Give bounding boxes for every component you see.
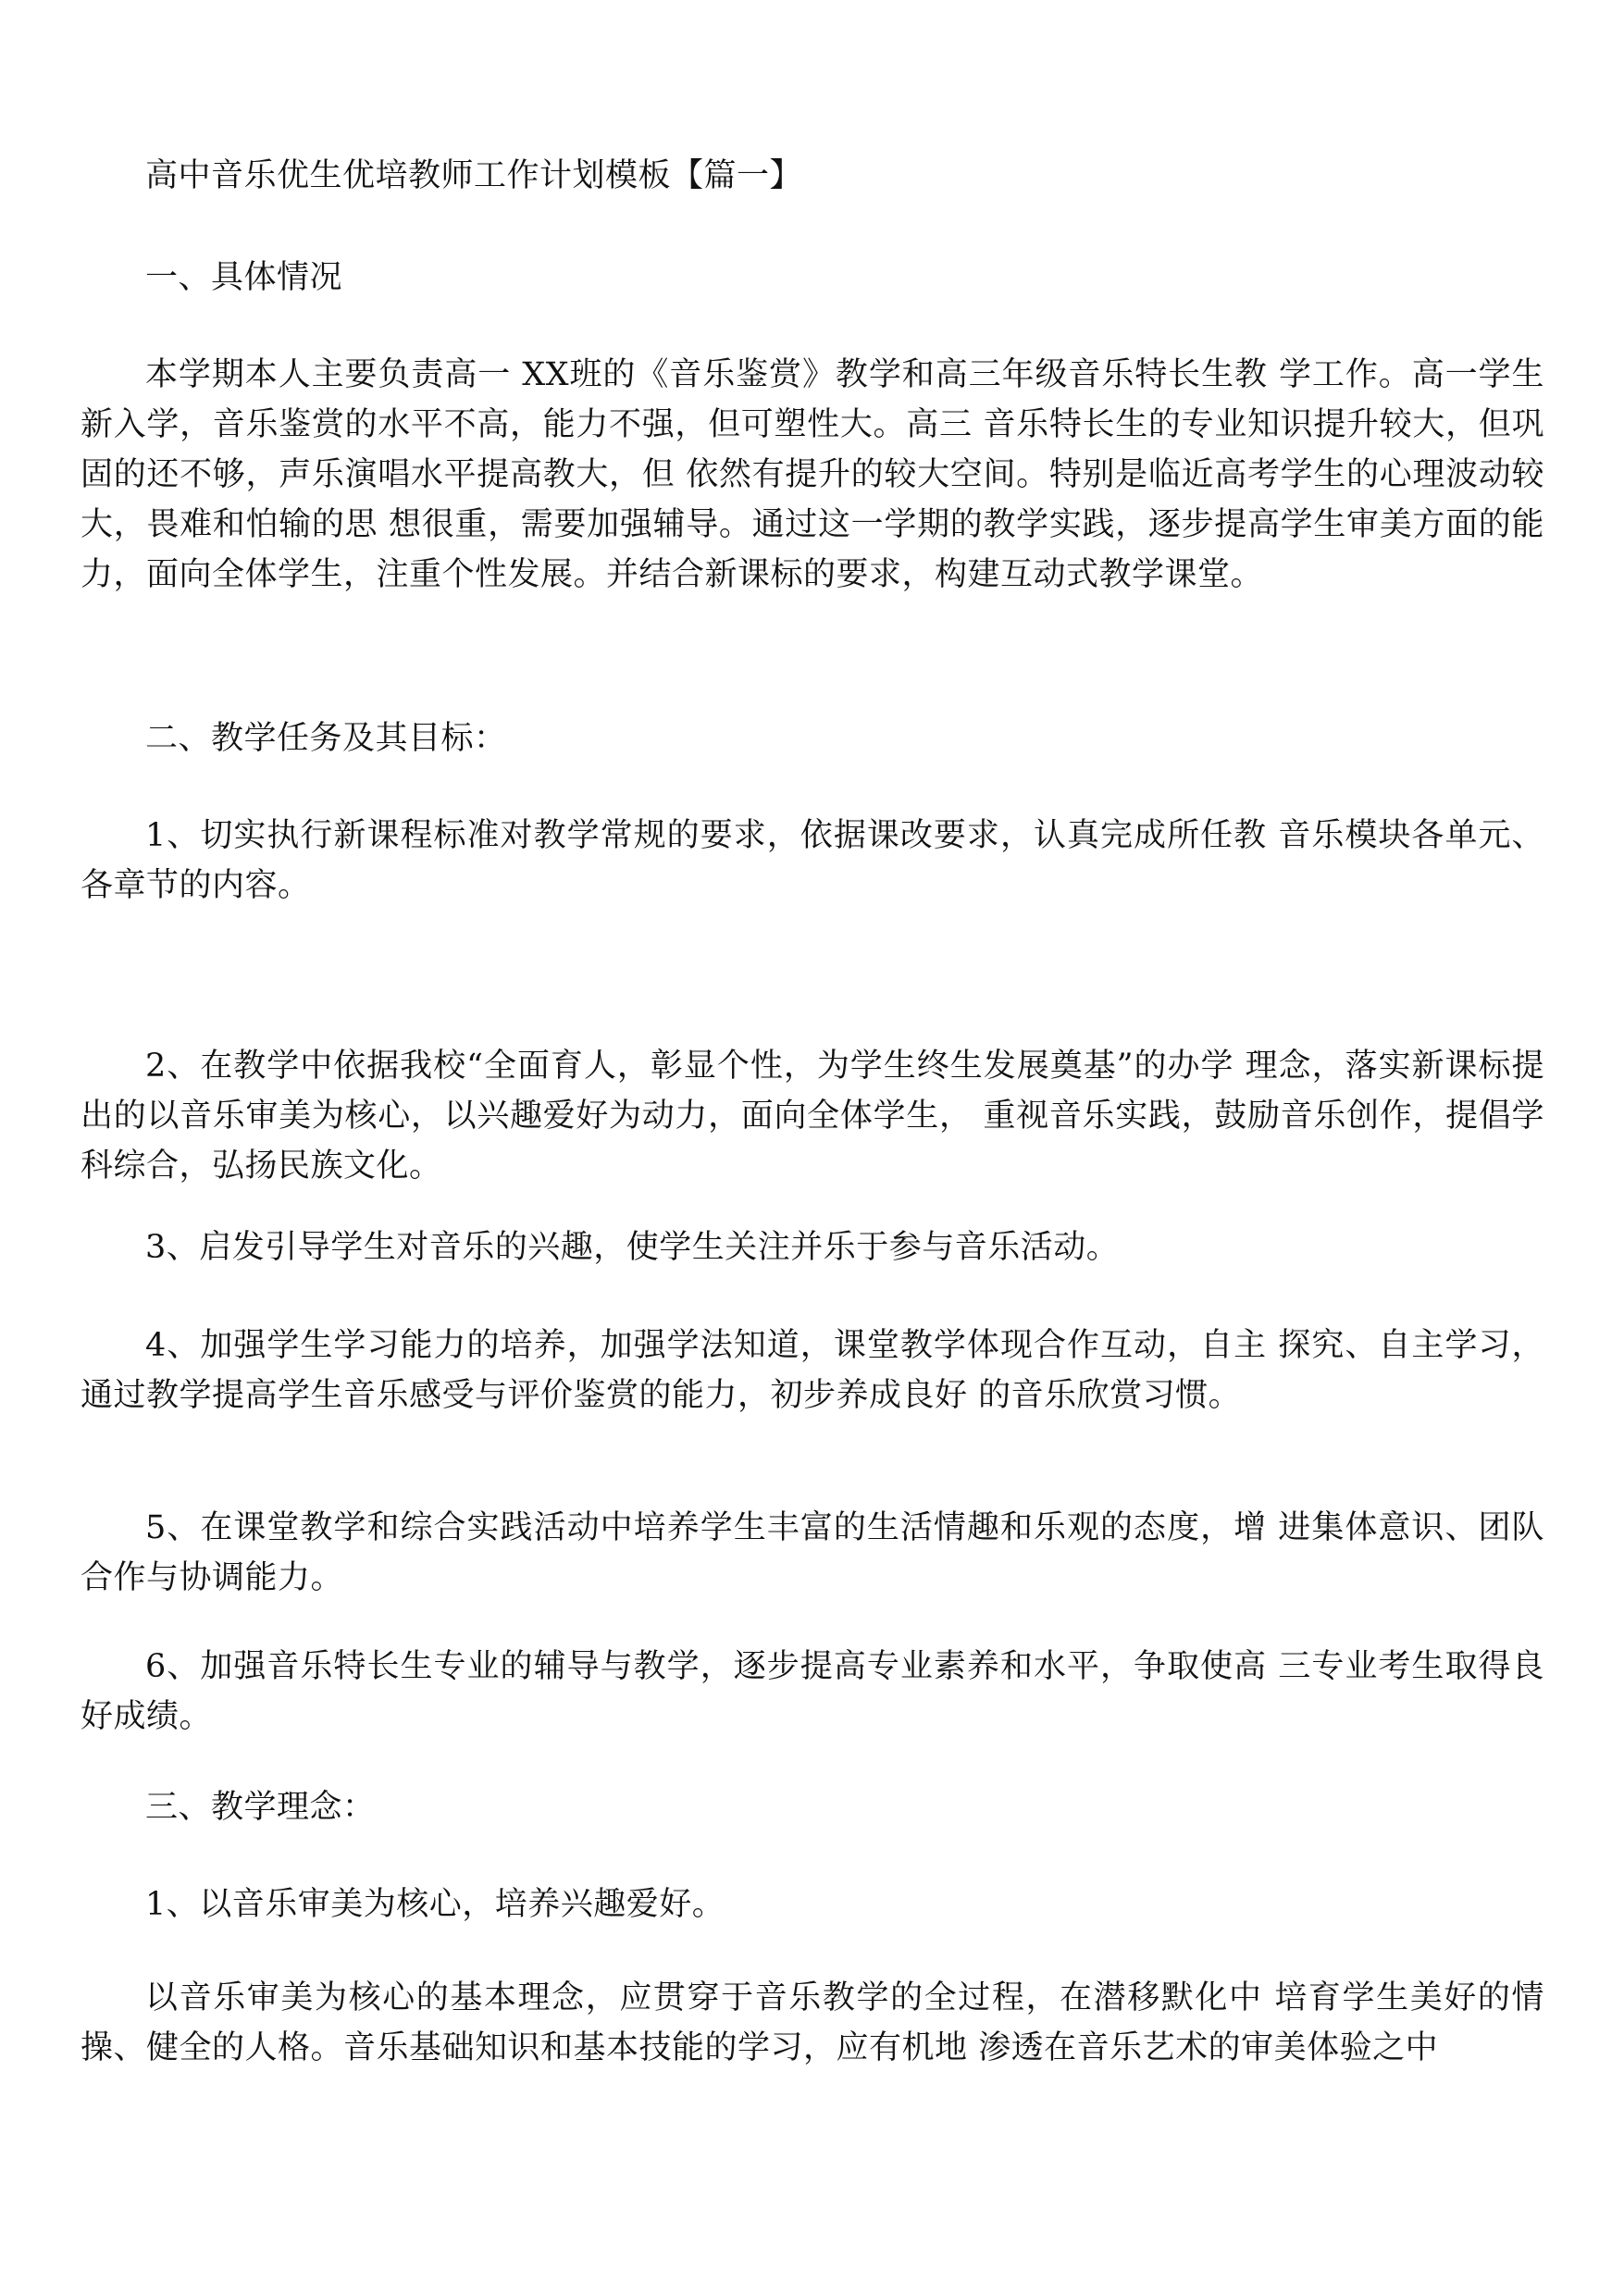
section-1-heading: 一、具体情况 [145, 259, 343, 296]
section-1-paragraph: 本学期本人主要负责高一 XX班的《音乐鉴赏》教学和高三年级音乐特长生教 学工作。高一学生新入学，音乐鉴赏的水平不高，能力不强，但可塑性大。高三 音乐特长生的专业知识提升较大，但巩固的还不够，声乐演唱水平提高教大，但 依然有提升的较大空间。特别是临近高考学生的心理波动较大，畏难和怕输的思 想很重，需要加强辅导。通过这一学期的教学实践，逐步提高学生审美方面的能 力，面向全体学生，注重个性发展。并结合新课标的要求，构建互动式教学课堂。 [81, 356, 1544, 593]
task-item-6: 6、加强音乐特长生专业的辅导与教学，逐步提高专业素养和水平，争取使高 三专业考生取得良好成绩。 [81, 1648, 1544, 1735]
task-item-1: 1、切实执行新课程标准对教学常规的要求，依据课改要求，认真完成所任教 音乐模块各单元、各章节的内容。 [81, 817, 1544, 904]
section-3-paragraph: 以音乐审美为核心的基本理念，应贯穿于音乐教学的全过程，在潜移默化中 培育学生美好的情操、健全的人格。音乐基础知识和基本技能的学习，应有机地 渗透在音乐艺术的审美体验之中 [81, 1979, 1544, 2066]
task-item-3: 3、启发引导学生对音乐的兴趣，使学生关注并乐于参与音乐活动。 [145, 1229, 1120, 1266]
section-2-heading: 二、教学任务及其目标： [145, 720, 507, 757]
section-3-heading: 三、教学理念： [145, 1789, 376, 1826]
section-3-subheading-1: 1、以音乐审美为核心，培养兴趣爱好。 [145, 1886, 725, 1923]
task-item-2: 2、在教学中依据我校“全面育人，彰显个性，为学生终生发展奠基”的办学 理念，落实新课标提出的以音乐审美为核心，以兴趣爱好为动力，面向全体学生， 重视音乐实践，鼓励音乐创作，提倡学科综合，弘扬民族文化。 [81, 1048, 1544, 1185]
document-title: 高中音乐优生优培教师工作计划模板【篇一】 [145, 157, 803, 194]
task-item-4: 4、加强学生学习能力的培养，加强学法知道，课堂教学体现合作互动，自主 探究、自主学习，通过教学提高学生音乐感受与评价鉴赏的能力，初步养成良好 的音乐欣赏习惯。 [81, 1327, 1544, 1414]
task-item-5: 5、在课堂教学和综合实践活动中培养学生丰富的生活情趣和乐观的态度，增 进集体意识、团队合作与协调能力。 [81, 1509, 1544, 1596]
